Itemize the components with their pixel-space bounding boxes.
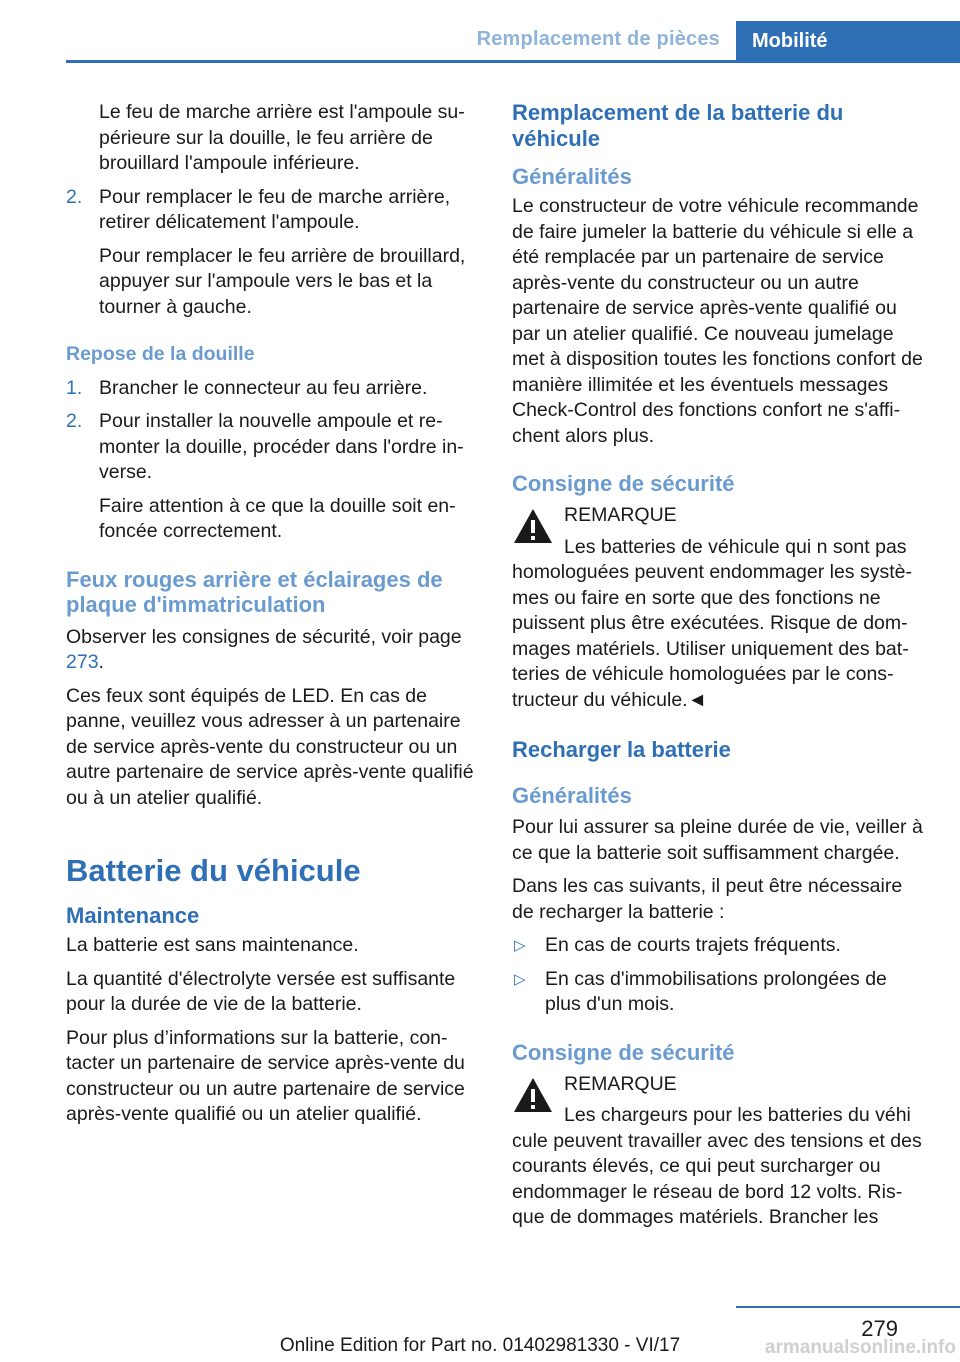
note-text-first: Les chargeurs pour les batteries du véhi: [564, 1104, 911, 1126]
paragraph-maintenance-3: Pour plus d’informations sur la batterie, contacter un partenaire de service après-vente du constructeur ou un autre partenaire de service après-vente qualifié ou un atelier qualifié.: [66, 1026, 465, 1125]
subheading-generalites: Généralités: [512, 164, 632, 189]
note-text-first: Les batteries de véhicule qui n sont pas: [564, 535, 907, 558]
list-number: 1.: [66, 376, 83, 399]
left-column: [66, 100, 482, 1136]
footer-edition: Online Edition for Part no. 01402981330 - VI/17: [279, 1335, 681, 1356]
right-column: [512, 100, 928, 1239]
paragraph-intro: Le feu de marche arrière est l'ampoule supérieure sur la douille, le feu arrière de brouillard l'ampoule inférieure.: [99, 101, 465, 174]
note-text-rest: cule peuvent travailler avec des tensions et des courants élevés, ce qui peut surcharger ou endommager le réseau de bord 12 volts. Risque de dommages matériels. Brancher les: [512, 1129, 922, 1228]
paragraph-recharge-1: Pour lui assurer sa pleine durée de vie, veiller à ce que la batterie soit suffisamment chargée.: [512, 816, 923, 864]
list-item: [66, 185, 482, 236]
header-divider: [66, 60, 960, 63]
section-heading-feux: Feux rouges arrière et éclairages de plaque d'immatriculation: [66, 566, 443, 617]
section-heading-recharge: Recharger la batterie: [512, 737, 731, 762]
paragraph-maintenance-1: La batterie est sans maintenance.: [66, 934, 359, 956]
bullet-item: [512, 967, 928, 1018]
bullet-text: En cas d'immobilisations prolongées de plus d'un mois.: [545, 967, 887, 1015]
section-heading-replace: Remplacement de la batterie du véhicule: [512, 100, 844, 151]
list-item-text: Pour remplacer le feu de marche arrière, retirer délicatement l'ampoule.: [99, 185, 451, 233]
footer-divider: [736, 1306, 960, 1308]
note-title: REMARQUE: [564, 1072, 677, 1095]
page-number: 279: [861, 1316, 898, 1341]
list-number: 2.: [66, 410, 83, 432]
triangle-right-icon: ▷: [514, 970, 526, 988]
list-item-subtext: Faire attention à ce que la douille soit enfoncée correctement.: [99, 494, 456, 542]
list-item-subtext: Pour remplacer le feu arrière de brouillard, appuyer sur l'ampoule vers le bas et la tourner à gauche.: [99, 244, 466, 318]
warning-triangle-icon: [512, 1076, 554, 1114]
section-heading-repose: Repose de la douille: [66, 343, 255, 365]
chapter-heading-batterie: Batterie du véhicule: [66, 853, 361, 888]
list-item: [66, 409, 482, 486]
paragraph-maintenance-2: La quantité d'électrolyte versée est suffisante pour la durée de vie de la batterie.: [66, 967, 456, 1015]
paragraph-led: Ces feux sont équipés de LED. En cas de panne, veuillez vous adresser à un partenaire de service après-vente du constructeur ou un autre partenaire de service après-vente qualifié ou à un atelier qualifié.: [66, 684, 474, 809]
safety-ref-text: Observer les consignes de sécurité, voir page: [66, 625, 462, 648]
bullet-text: En cas de courts trajets fréquents.: [545, 934, 841, 956]
section-heading-maintenance: Maintenance: [66, 903, 200, 928]
bullet-item: [512, 933, 928, 959]
subheading-safety: Consigne de sécurité: [512, 471, 735, 496]
list-item-text: Pour installer la nouvelle ampoule et remonter la douille, procéder dans l'ordre inverse.: [99, 410, 464, 483]
list-item-text: Brancher le connecteur au feu arrière.: [99, 376, 428, 399]
list-number: 2.: [66, 185, 83, 208]
triangle-right-icon: ▷: [514, 937, 526, 954]
header-section-title: Remplacement de pièces: [476, 28, 720, 50]
paragraph-safety-ref: [66, 625, 482, 676]
subheading-generalites-2: Généralités: [512, 783, 632, 808]
safety-ref-end: .: [98, 651, 104, 673]
warning-triangle-icon: [512, 507, 554, 545]
header-chapter-tab: Mobilité: [736, 21, 960, 61]
note-title: REMARQUE: [564, 504, 677, 526]
paragraph-generalites: Le constructeur de votre véhicule recommande de faire jumeler la batterie du véhicule si elle a été remplacée par un partenaire de service après-vente du constructeur ou un autre partenaire de service après-vente qualifié ou par un atelier qualifié. Ce nouveau jumelage met à disposition toutes les fonctions confort de manière illimitée et les éventuels messages Check-Control des fonctions confort ne s'affichent alors plus.: [512, 195, 923, 447]
warning-note: [512, 503, 928, 713]
note-text-rest: homologuées peuvent endommager les systèmes ou faire en sorte que des fonctions ne puissent plus être exécutées. Risque de dommages matériels. Utiliser uniquement des batteries de véhicule homologuées par le constructeur du véhicule.◄: [512, 561, 912, 711]
list-item: [66, 376, 482, 402]
warning-note: [512, 1072, 928, 1231]
subheading-safety-2: Consigne de sécurité: [512, 1039, 735, 1065]
page-link[interactable]: 273: [66, 651, 99, 673]
paragraph-recharge-2: Dans les cas suivants, il peut être nécessaire de recharger la batterie :: [512, 875, 903, 923]
watermark: armanualsonline.info: [764, 1337, 956, 1358]
